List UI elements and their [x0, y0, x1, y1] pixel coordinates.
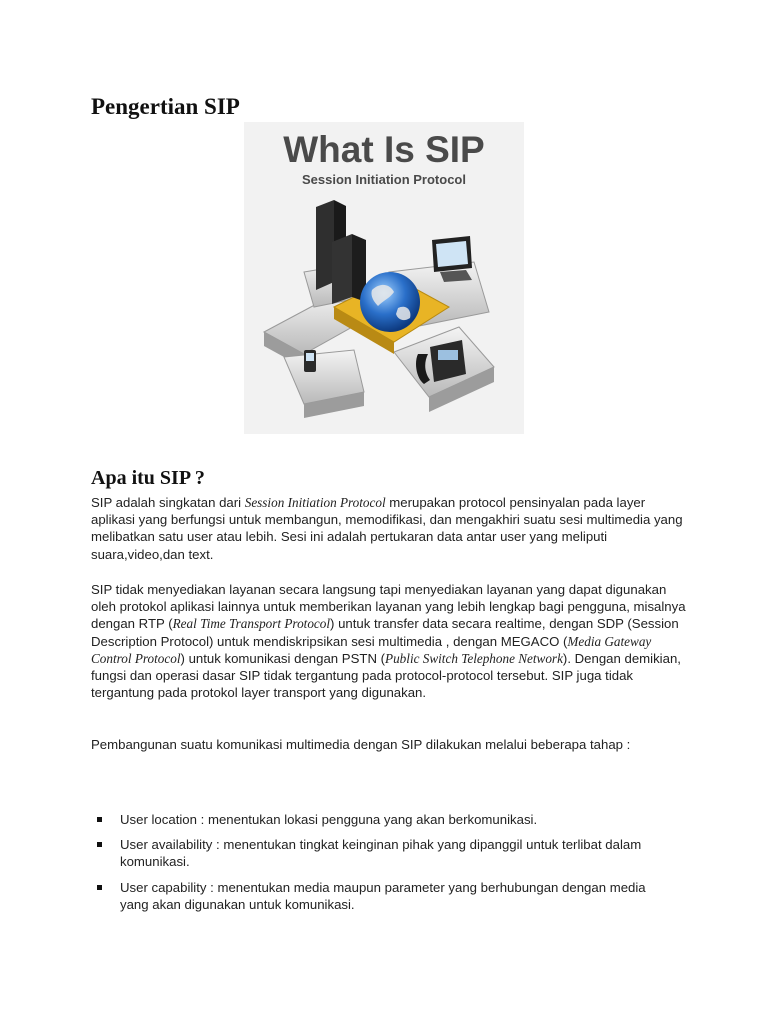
text-span: SIP adalah singkatan dari — [91, 495, 245, 510]
list-item — [91, 836, 671, 870]
paragraph-steps-intro: Pembangunan suatu komunikasi multimedia dengan SIP dilakukan melalui beberapa tahap : — [91, 737, 631, 752]
italic-term: Public Switch Telephone Network — [385, 650, 563, 666]
paragraph-services — [91, 581, 691, 701]
bullet-icon — [97, 842, 102, 847]
globe-icon — [360, 272, 420, 332]
list-item — [91, 811, 671, 828]
text-span: SIP tidak menyediakan layanan secara langsung tapi menyediakan layanan yang dapat digunakan oleh protokol aplikasi lainnya untuk memberikan layanan yang lebih lengkap bagi pengguna, misalnya dengan RTP ( — [91, 582, 686, 632]
italic-term: Media Gateway Control Protocol — [91, 633, 652, 666]
text-span: ). Dengan demikian, fungsi dan operasi dasar SIP tidak tergantung pada protocol-protocol tersebut. SIP juga tidak tergantung pada protokol layer transport yang digunakan. — [91, 650, 681, 701]
steps-list — [91, 811, 671, 921]
figure-headline: What Is SIP — [283, 129, 485, 170]
italic-term: Real Time Transport Protocol — [172, 616, 331, 632]
bullet-icon — [97, 817, 102, 822]
italic-term: Session Initiation Protocol — [244, 495, 386, 510]
text-span: ) untuk komunikasi dengan PSTN ( — [180, 650, 386, 666]
bullet-icon — [97, 885, 102, 890]
figure-subheadline: Session Initiation Protocol — [302, 172, 466, 187]
mobile-phone-icon — [304, 350, 316, 372]
section-heading: Apa itu SIP ? — [91, 467, 205, 489]
paragraph-definition — [91, 494, 691, 563]
page-title: Pengertian SIP — [91, 94, 240, 119]
text-span: ) untuk transfer data secara realtime, dengan SDP (Session Description Protocol) untuk mendiskripsikan sesi multimedia , dengan MEGACO ( — [91, 616, 679, 649]
text-span: merupakan protocol pensinyalan pada layer aplikasi yang berfungsi untuk membangun, memodifikasi, dan mengakhiri suatu sesi multimedia yang melibatkan satu user atau lebih. Sesi ini adalah pertukaran data antar user yang meliputi suara,video,dan text. — [91, 495, 683, 562]
list-item-text: User capability : menentukan media maupun parameter yang berhubungan dengan media yang akan digunakan untuk komunikasi. — [120, 879, 646, 912]
sip-illustration — [244, 122, 524, 434]
list-item-text: User location : menentukan lokasi pengguna yang akan berkomunikasi. — [120, 812, 538, 827]
list-item — [91, 879, 671, 913]
list-item-text: User availability : menentukan tingkat keinginan pihak yang dipanggil untuk terlibat dalam komunikasi. — [120, 837, 642, 870]
